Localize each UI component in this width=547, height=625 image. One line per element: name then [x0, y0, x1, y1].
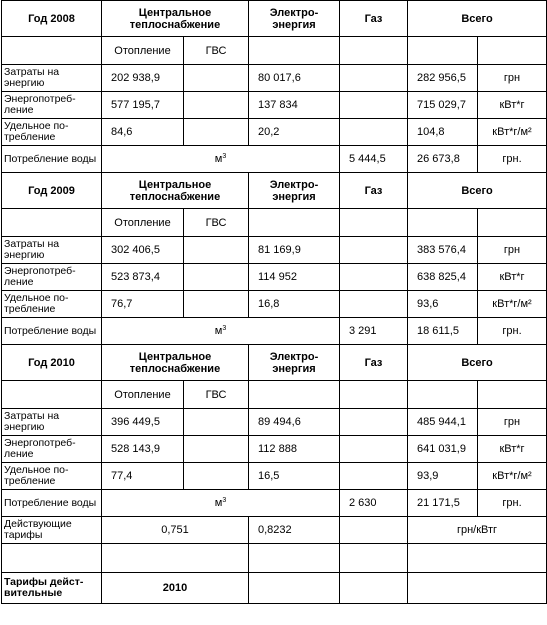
hot-water-subheader: ГВС	[184, 209, 249, 237]
empty-cell	[340, 119, 408, 146]
water-row	[2, 490, 547, 517]
electricity-header: Электро-энергия	[249, 345, 340, 381]
water-total: 18 611,5	[408, 318, 478, 345]
blank-row	[2, 544, 547, 573]
specific-label: Удельное по-требление	[2, 119, 102, 146]
water-label: Потребление воды	[2, 146, 102, 173]
empty-cell	[2, 544, 102, 573]
costs-electricity: 81 169,9	[249, 237, 340, 264]
energy-table	[1, 0, 547, 604]
tariff-heating: 0,751	[102, 517, 249, 544]
tariffs-label: Действующие тарифы	[2, 517, 102, 544]
water-total: 26 673,8	[408, 146, 478, 173]
energy-total: 641 031,9	[408, 436, 478, 463]
specific-row	[2, 119, 547, 146]
empty-cell	[408, 37, 478, 65]
energy-heating: 528 143,9	[102, 436, 184, 463]
heating-subheader: Отопление	[102, 37, 184, 65]
specific-label: Удельное по-требление	[2, 291, 102, 318]
m3-text: м	[214, 497, 223, 509]
empty-cell	[478, 209, 547, 237]
empty-cell	[184, 291, 249, 318]
empty-cell	[249, 544, 340, 573]
empty-cell	[340, 436, 408, 463]
final-tariffs-row	[2, 573, 547, 604]
year-header-row	[2, 173, 547, 209]
gas-header: Газ	[340, 345, 408, 381]
empty-cell	[340, 517, 408, 544]
empty-cell	[340, 92, 408, 119]
specific-row	[2, 463, 547, 490]
empty-cell	[340, 381, 408, 409]
energy-label: Энергопотреб-ление	[2, 264, 102, 291]
energy-total: 638 825,4	[408, 264, 478, 291]
subheader-row	[2, 37, 547, 65]
empty-cell	[408, 573, 547, 604]
empty-cell	[184, 463, 249, 490]
empty-cell	[249, 381, 340, 409]
hot-water-subheader: ГВС	[184, 37, 249, 65]
heating-subheader: Отопление	[102, 381, 184, 409]
empty-cell	[340, 573, 408, 604]
specific-electricity: 16,5	[249, 463, 340, 490]
electricity-header: Электро-энергия	[249, 1, 340, 37]
water-unit-m3	[102, 318, 340, 345]
water-label: Потребление воды	[2, 318, 102, 345]
unit-uah-dot: грн.	[478, 490, 547, 517]
subheader-row	[2, 209, 547, 237]
specific-electricity: 16,8	[249, 291, 340, 318]
water-unit-m3	[102, 490, 340, 517]
costs-row	[2, 65, 547, 92]
final-year: 2010	[102, 573, 249, 604]
costs-total: 485 944,1	[408, 409, 478, 436]
empty-cell	[2, 381, 102, 409]
empty-cell	[340, 409, 408, 436]
unit-kwh: кВт*г	[478, 92, 547, 119]
specific-label: Удельное по-требление	[2, 463, 102, 490]
specific-heating: 77,4	[102, 463, 184, 490]
empty-cell	[408, 381, 478, 409]
costs-row	[2, 409, 547, 436]
unit-kwh-m2: кВт*г/м²	[478, 291, 547, 318]
central-heating-header: Центральное теплоснабжение	[102, 173, 249, 209]
empty-cell	[340, 264, 408, 291]
unit-uah: грн	[478, 237, 547, 264]
year-header-row	[2, 1, 547, 37]
costs-total: 282 956,5	[408, 65, 478, 92]
costs-label: Затраты на энергию	[2, 409, 102, 436]
electricity-header: Электро-энергия	[249, 173, 340, 209]
costs-heating: 302 406,5	[102, 237, 184, 264]
year-header-row	[2, 345, 547, 381]
water-row	[2, 318, 547, 345]
tariff-electricity: 0,8232	[249, 517, 340, 544]
central-heating-header: Центральное теплоснабжение	[102, 1, 249, 37]
specific-heating: 84,6	[102, 119, 184, 146]
unit-kwh-m2: кВт*г/м²	[478, 463, 547, 490]
costs-label: Затраты на энергию	[2, 65, 102, 92]
heating-subheader: Отопление	[102, 209, 184, 237]
energy-label: Энергопотреб-ление	[2, 92, 102, 119]
empty-cell	[184, 409, 249, 436]
empty-cell	[478, 381, 547, 409]
energy-heating: 523 873,4	[102, 264, 184, 291]
energy-total: 715 029,7	[408, 92, 478, 119]
costs-row	[2, 237, 547, 264]
year-title: Год 2008	[2, 1, 102, 37]
empty-cell	[249, 573, 340, 604]
energy-row	[2, 92, 547, 119]
final-tariffs-label: Тарифы дейст-вительные	[2, 573, 102, 604]
gas-header: Газ	[340, 1, 408, 37]
empty-cell	[184, 65, 249, 92]
m3-text: м	[214, 153, 223, 165]
empty-cell	[2, 37, 102, 65]
empty-cell	[408, 209, 478, 237]
costs-heating: 396 449,5	[102, 409, 184, 436]
empty-cell	[340, 209, 408, 237]
empty-cell	[184, 92, 249, 119]
specific-electricity: 20,2	[249, 119, 340, 146]
tariff-unit: грн/кВтг	[408, 517, 547, 544]
empty-cell	[249, 209, 340, 237]
empty-cell	[340, 237, 408, 264]
empty-cell	[184, 237, 249, 264]
energy-row	[2, 264, 547, 291]
energy-electricity: 114 952	[249, 264, 340, 291]
costs-total: 383 576,4	[408, 237, 478, 264]
empty-cell	[184, 436, 249, 463]
unit-kwh-m2: кВт*г/м²	[478, 119, 547, 146]
costs-electricity: 80 017,6	[249, 65, 340, 92]
energy-heating: 577 195,7	[102, 92, 184, 119]
m3-superscript: 3	[222, 325, 227, 332]
m3-text: м	[214, 325, 223, 337]
unit-kwh: кВт*г	[478, 264, 547, 291]
empty-cell	[408, 544, 547, 573]
central-heating-header: Центральное теплоснабжение	[102, 345, 249, 381]
costs-electricity: 89 494,6	[249, 409, 340, 436]
unit-uah-dot: грн.	[478, 318, 547, 345]
specific-row	[2, 291, 547, 318]
unit-kwh: кВт*г	[478, 436, 547, 463]
water-gas: 3 291	[340, 318, 408, 345]
empty-cell	[340, 37, 408, 65]
empty-cell	[102, 544, 249, 573]
unit-uah: грн	[478, 65, 547, 92]
water-gas: 2 630	[340, 490, 408, 517]
total-header: Всего	[408, 1, 547, 37]
subheader-row	[2, 381, 547, 409]
total-header: Всего	[408, 173, 547, 209]
empty-cell	[184, 119, 249, 146]
energy-row	[2, 436, 547, 463]
empty-cell	[478, 37, 547, 65]
water-label: Потребление воды	[2, 490, 102, 517]
empty-cell	[340, 544, 408, 573]
m3-superscript: 3	[222, 153, 227, 160]
energy-label: Энергопотреб-ление	[2, 436, 102, 463]
energy-electricity: 137 834	[249, 92, 340, 119]
year-title: Год 2010	[2, 345, 102, 381]
costs-heating: 202 938,9	[102, 65, 184, 92]
empty-cell	[340, 463, 408, 490]
empty-cell	[340, 65, 408, 92]
gas-header: Газ	[340, 173, 408, 209]
total-header: Всего	[408, 345, 547, 381]
specific-total: 93,6	[408, 291, 478, 318]
water-gas: 5 444,5	[340, 146, 408, 173]
water-unit-m3	[102, 146, 340, 173]
m3-superscript: 3	[222, 497, 227, 504]
unit-uah-dot: грн.	[478, 146, 547, 173]
specific-total: 104,8	[408, 119, 478, 146]
empty-cell	[184, 264, 249, 291]
water-total: 21 171,5	[408, 490, 478, 517]
tariffs-row	[2, 517, 547, 544]
empty-cell	[340, 291, 408, 318]
year-title: Год 2009	[2, 173, 102, 209]
empty-cell	[249, 37, 340, 65]
specific-heating: 76,7	[102, 291, 184, 318]
specific-total: 93,9	[408, 463, 478, 490]
energy-electricity: 112 888	[249, 436, 340, 463]
unit-uah: грн	[478, 409, 547, 436]
water-row	[2, 146, 547, 173]
hot-water-subheader: ГВС	[184, 381, 249, 409]
costs-label: Затраты на энергию	[2, 237, 102, 264]
empty-cell	[2, 209, 102, 237]
